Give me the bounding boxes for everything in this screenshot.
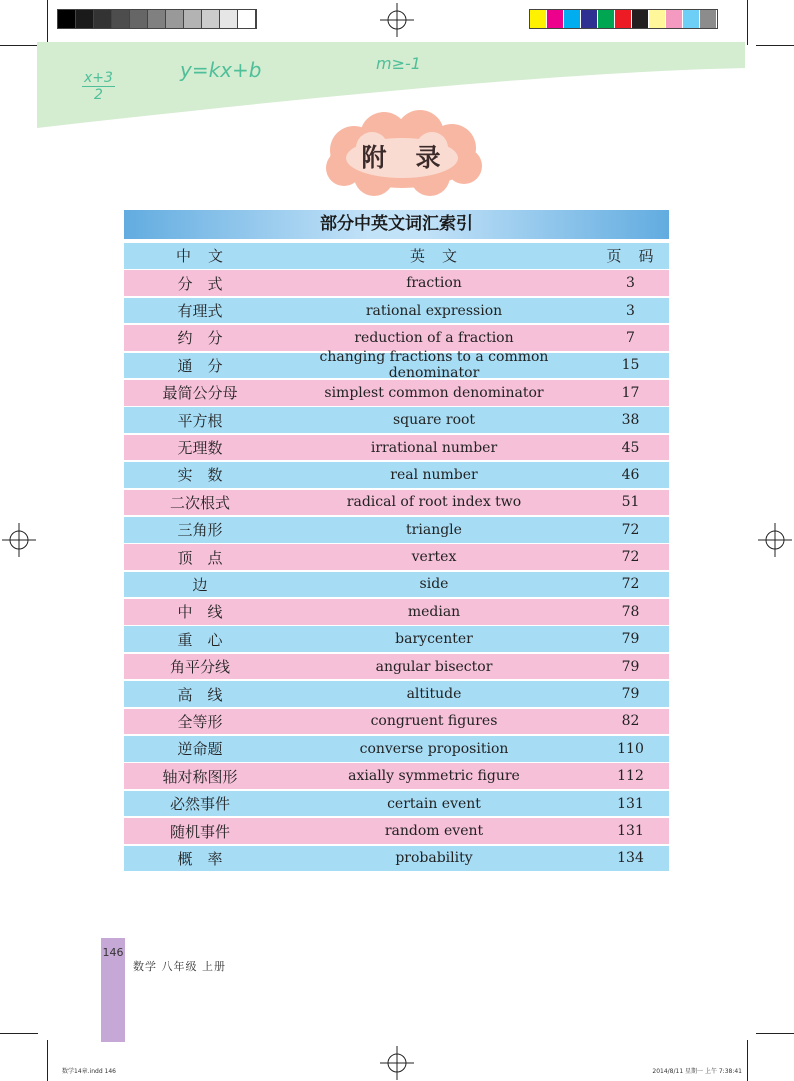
table-row [124, 270, 669, 296]
cell-page: 72 [621, 576, 640, 593]
cell-chinese: 约 分 [177, 329, 223, 348]
header-chinese: 中 文 [175, 247, 224, 266]
table-row [124, 626, 669, 652]
table-row [124, 791, 669, 817]
page-number: 146 [102, 946, 124, 959]
cell-page: 7 [626, 329, 635, 346]
cell-page: 72 [621, 521, 640, 538]
cell-page: 17 [621, 384, 640, 401]
cell-english: changing fractions to a common denominator [319, 349, 549, 382]
table-row [124, 349, 669, 382]
table-body [124, 270, 669, 871]
table-row [124, 572, 669, 598]
cell-english: probability [395, 850, 473, 867]
cell-page: 15 [621, 357, 640, 374]
cell-chinese: 轴对称图形 [162, 767, 238, 786]
banner-formula [82, 70, 115, 103]
print-timestamp: 2014/8/11 星期一 上午 7:38:41 [652, 1068, 742, 1075]
cell-chinese: 概 率 [177, 849, 223, 868]
table-row [124, 763, 669, 789]
crop-mark [0, 1033, 38, 1034]
banner-formula: y=kx+b [180, 58, 262, 82]
cell-english: median [407, 603, 461, 620]
cell-chinese: 有理式 [177, 302, 223, 321]
table-row [124, 490, 669, 516]
crop-mark [47, 1040, 48, 1081]
print-file-info: 数学14章.indd 146 [62, 1068, 116, 1075]
cell-english: angular bisector [375, 658, 493, 675]
cell-english: certain event [387, 795, 481, 812]
cell-english: vertex [411, 549, 457, 566]
cell-page: 131 [617, 795, 644, 812]
cell-english: altitude [406, 686, 462, 703]
table-row [124, 654, 669, 680]
banner-formula: m≥-1 [376, 54, 421, 73]
crop-mark [747, 1040, 748, 1081]
table-row [124, 599, 669, 625]
cell-english: congruent figures [370, 713, 498, 730]
cell-page: 131 [617, 823, 644, 839]
cell-english: barycenter [395, 631, 473, 648]
cell-page: 72 [621, 549, 640, 566]
table-row [124, 298, 669, 324]
cell-chinese: 顶 点 [177, 548, 223, 567]
cell-page: 51 [621, 494, 640, 511]
cell-chinese: 实 数 [177, 466, 223, 485]
cell-chinese: 分 式 [177, 274, 223, 293]
cell-chinese: 必然事件 [169, 795, 230, 814]
cell-page: 46 [621, 466, 640, 483]
table-row [124, 407, 669, 433]
cell-page: 45 [621, 439, 640, 456]
cell-chinese: 角平分线 [169, 658, 230, 677]
formula-denominator: 2 [94, 87, 103, 103]
cell-page: 134 [617, 850, 644, 867]
book-title: 数学 八年级 上册 [133, 960, 226, 973]
cell-english: rational expression [365, 302, 503, 319]
registration-mark [380, 1046, 414, 1080]
cell-chinese: 中 线 [177, 603, 223, 622]
cell-chinese: 边 [192, 575, 208, 594]
cell-page: 3 [626, 302, 635, 319]
table-row [124, 517, 669, 543]
cell-chinese: 随机事件 [169, 822, 230, 841]
registration-mark [758, 523, 792, 557]
appendix-title: 附 录 [361, 143, 443, 172]
cell-page: 112 [617, 768, 644, 785]
cell-chinese: 最简公分母 [162, 384, 238, 403]
crop-mark [756, 1033, 794, 1034]
cell-english: side [419, 576, 449, 593]
cell-chinese: 平方根 [177, 411, 223, 430]
cell-english: reduction of a fraction [354, 329, 514, 346]
cell-page: 79 [621, 686, 640, 703]
cell-english: random event [384, 823, 484, 839]
cell-chinese: 通 分 [177, 356, 223, 375]
cell-english: axially symmetric figure [348, 768, 520, 785]
cell-page: 82 [621, 713, 640, 730]
header-english: 英 文 [409, 247, 458, 266]
cell-english: fraction [406, 275, 462, 292]
table-title: 部分中英文词汇索引 [124, 210, 669, 239]
cell-chinese: 三角形 [177, 521, 223, 540]
cell-english: radical of root index two [346, 494, 522, 511]
cell-english: real number [390, 466, 478, 483]
table-row [124, 681, 669, 707]
table-row [124, 709, 669, 735]
cell-chinese: 重 心 [177, 630, 223, 649]
cell-chinese: 二次根式 [169, 493, 230, 512]
table-row [124, 325, 669, 351]
cell-english: converse proposition [359, 740, 509, 757]
cell-page: 78 [621, 603, 640, 620]
cell-chinese: 逆命题 [177, 740, 223, 759]
cell-english: triangle [406, 521, 462, 538]
formula-numerator: x+3 [84, 70, 113, 86]
cell-page: 79 [621, 631, 640, 648]
cell-english: irrational number [370, 439, 498, 456]
table-row [124, 435, 669, 461]
vocabulary-table [124, 210, 669, 873]
cell-page: 79 [621, 658, 640, 675]
registration-mark [2, 523, 36, 557]
cell-page: 110 [617, 740, 644, 757]
cell-page: 3 [626, 275, 635, 292]
cell-chinese: 无理数 [177, 439, 223, 458]
table-row [124, 818, 669, 844]
cell-english: simplest common denominator [324, 384, 544, 401]
table-row [124, 544, 669, 570]
table-row [124, 380, 669, 406]
table-row [124, 736, 669, 762]
table-header-row [124, 243, 669, 269]
cell-chinese: 高 线 [177, 685, 223, 704]
table-row [124, 846, 669, 872]
cell-page: 38 [621, 412, 640, 429]
cell-english: square root [392, 412, 476, 429]
table-row [124, 462, 669, 488]
header-page: 页 码 [606, 247, 655, 266]
cell-chinese: 全等形 [177, 712, 223, 731]
